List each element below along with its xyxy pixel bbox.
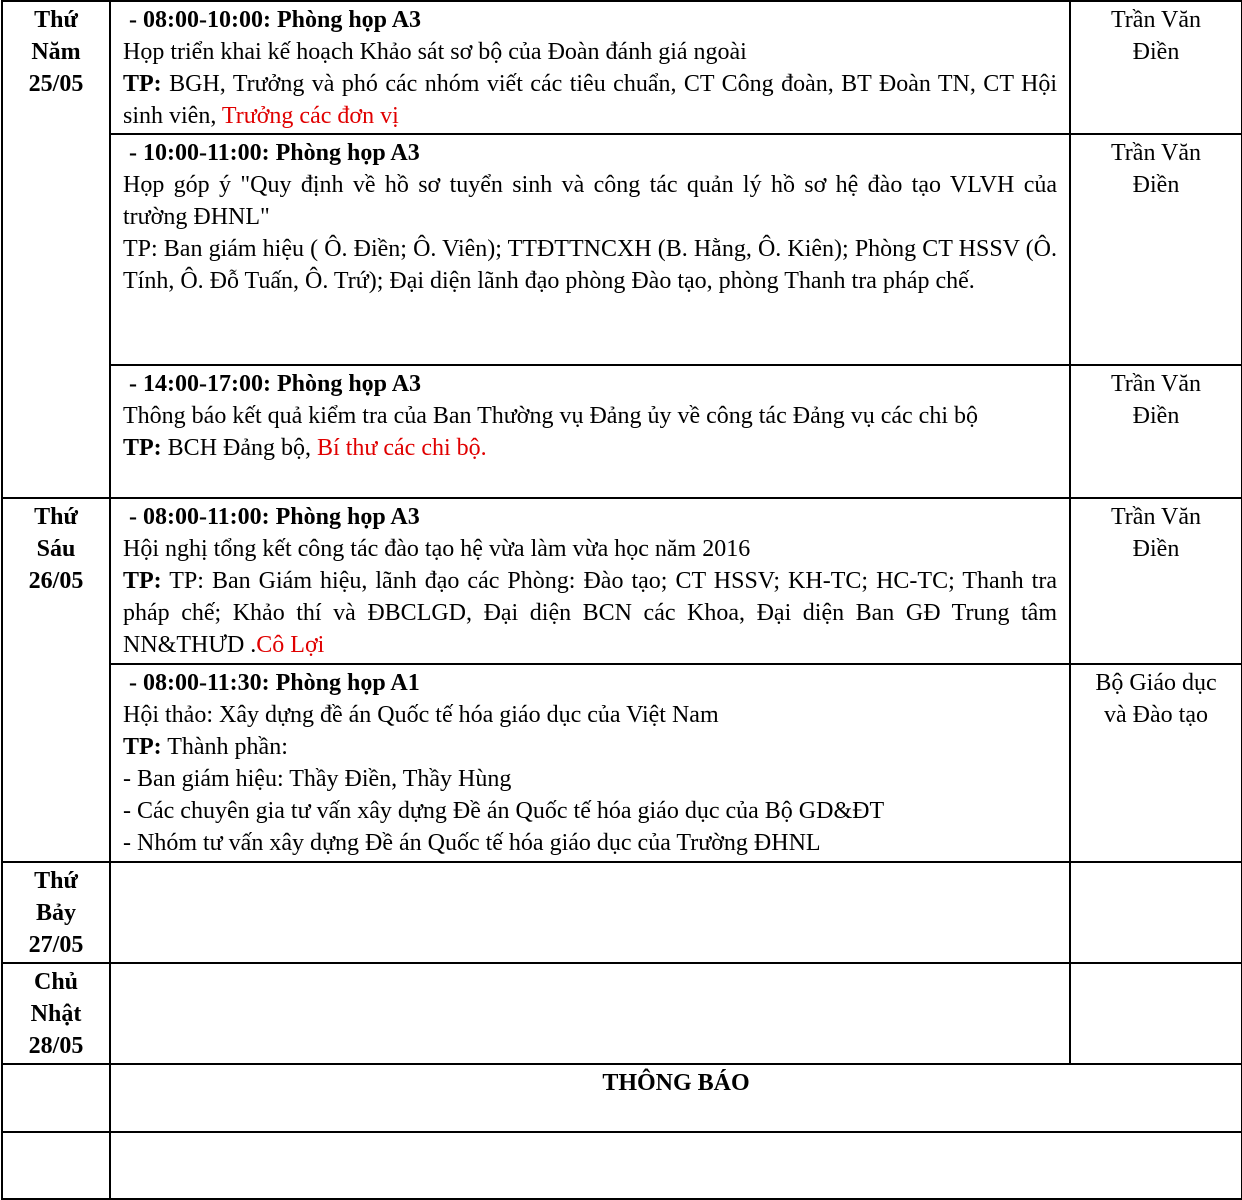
host-name: Trần Văn [1110, 140, 1201, 166]
host-cell [1070, 365, 1242, 498]
event-title: Hội nghị tổng kết công tác đào tạo hệ vừa làm vừa học năm 2016 [123, 536, 751, 562]
table-row [2, 498, 1242, 664]
event-participants [123, 68, 1057, 132]
event-title: Họp góp ý "Quy định về hồ sơ tuyển sinh và công tác quản lý hồ sơ hệ đào tạo VLVH của trường ĐHNL" [123, 172, 1057, 230]
event-slot: - 08:00-10:00: Phòng họp A3 [129, 7, 422, 33]
day-date: 28/05 [28, 1033, 84, 1059]
day-label: Thứ [34, 7, 78, 33]
host-cell [1070, 862, 1242, 963]
participants-text: Thành phần: [161, 734, 288, 760]
participants-label: TP: [123, 435, 162, 461]
day-cell-thursday [2, 1, 110, 498]
participants-label: TP: [123, 734, 162, 760]
event-title: Hội thảo: Xây dựng đề án Quốc tế hóa giáo dục của Việt Nam [123, 702, 719, 728]
event-cell [110, 1, 1070, 134]
day-label: Năm [31, 39, 81, 65]
host-cell [1070, 664, 1242, 862]
day-cell-sunday [2, 963, 110, 1064]
day-label: Bảy [35, 900, 76, 926]
day-date: 26/05 [28, 568, 84, 594]
event-slot: - 08:00-11:30: Phòng họp A1 [129, 670, 420, 696]
event-cell [110, 498, 1070, 664]
participants-highlight: Cô Lợi [256, 632, 325, 658]
event-participants [123, 731, 1057, 763]
host-name: Trần Văn [1110, 7, 1201, 33]
table-row [2, 862, 1242, 963]
notice-left-cell [2, 1064, 110, 1132]
host-name: Trần Văn [1110, 504, 1201, 530]
notice-title: THÔNG BÁO [110, 1064, 1242, 1132]
host-name: Điền [1132, 536, 1180, 562]
host-name: Bộ Giáo dục [1095, 670, 1217, 696]
table-row [2, 365, 1242, 498]
event-cell [110, 963, 1070, 1064]
event-participants [123, 432, 1057, 464]
table-row [2, 664, 1242, 862]
table-row [2, 963, 1242, 1064]
day-label: Nhật [30, 1001, 82, 1027]
day-label: Chủ [33, 969, 79, 995]
event-cell [110, 664, 1070, 862]
event-cell [110, 862, 1070, 963]
host-cell [1070, 963, 1242, 1064]
day-label: Sáu [36, 536, 76, 562]
host-cell [1070, 1, 1242, 134]
table-row [2, 1064, 1242, 1132]
day-date: 27/05 [28, 932, 84, 958]
participants-highlight: Trưởng các đơn vị [221, 103, 399, 129]
notice-left-cell [2, 1132, 110, 1199]
participants-text: TP: Ban Giám hiệu, lãnh đạo các Phòng: Đào tạo; CT HSSV; KH-TC; HC-TC; Thanh tra pháp chế; Khảo thí và ĐBCLGD, Đại diện BCN các Khoa, Đại diện Ban GĐ Trung tâm NN&THƯD . [123, 568, 1057, 658]
participants-label: TP: [123, 71, 162, 97]
day-cell-friday [2, 498, 110, 862]
table-row [2, 1132, 1242, 1199]
day-label: Thứ [34, 868, 78, 894]
participants-label: TP: [123, 568, 162, 594]
event-slot: - 10:00-11:00: Phòng họp A3 [129, 140, 420, 166]
schedule-table [1, 0, 1242, 1200]
table-row [2, 1, 1242, 134]
day-label: Thứ [34, 504, 78, 530]
host-name: Trần Văn [1110, 371, 1201, 397]
event-title: Họp triển khai kế hoạch Khảo sát sơ bộ của Đoàn đánh giá ngoài [123, 39, 747, 65]
table-row [2, 134, 1242, 365]
notice-body [110, 1132, 1242, 1199]
host-cell [1070, 498, 1242, 664]
list-item: - Nhóm tư vấn xây dựng Đề án Quốc tế hóa giáo dục của Trường ĐHNL [123, 830, 821, 856]
host-name: Điền [1132, 172, 1180, 198]
participants-highlight: Bí thư các chi bộ. [317, 435, 487, 461]
list-item: - Ban giám hiệu: Thầy Điền, Thầy Hùng [123, 766, 512, 792]
event-participants: TP: Ban giám hiệu ( Ô. Điền; Ô. Viên); TTĐTTNCXH (B. Hằng, Ô. Kiên); Phòng CT HSSV (Ô. Tính, Ô. Đỗ Tuấn, Ô. Trứ); Đại diện lãnh đạo phòng Đào tạo, phòng Thanh tra pháp chế. [123, 236, 1057, 294]
host-name: và Đào tạo [1104, 702, 1208, 728]
event-cell [110, 365, 1070, 498]
event-participants [123, 565, 1057, 661]
event-slot: - 14:00-17:00: Phòng họp A3 [129, 371, 422, 397]
event-slot: - 08:00-11:00: Phòng họp A3 [129, 504, 420, 530]
host-cell [1070, 134, 1242, 365]
host-name: Điền [1132, 403, 1180, 429]
participants-text: BCH Đảng bộ, [161, 435, 318, 461]
event-title: Thông báo kết quả kiểm tra của Ban Thường vụ Đảng ủy về công tác Đảng vụ các chi bộ [123, 403, 978, 429]
list-item: - Các chuyên gia tư vấn xây dựng Đề án Quốc tế hóa giáo dục của Bộ GD&ĐT [123, 798, 885, 824]
day-date: 25/05 [28, 71, 84, 97]
event-cell [110, 134, 1070, 365]
participants-text: BGH, Trưởng và phó các nhóm viết các tiêu chuẩn, CT Công đoàn, BT Đoàn TN, CT Hội sinh viên, [123, 71, 1057, 129]
day-cell-saturday [2, 862, 110, 963]
host-name: Điền [1132, 39, 1180, 65]
